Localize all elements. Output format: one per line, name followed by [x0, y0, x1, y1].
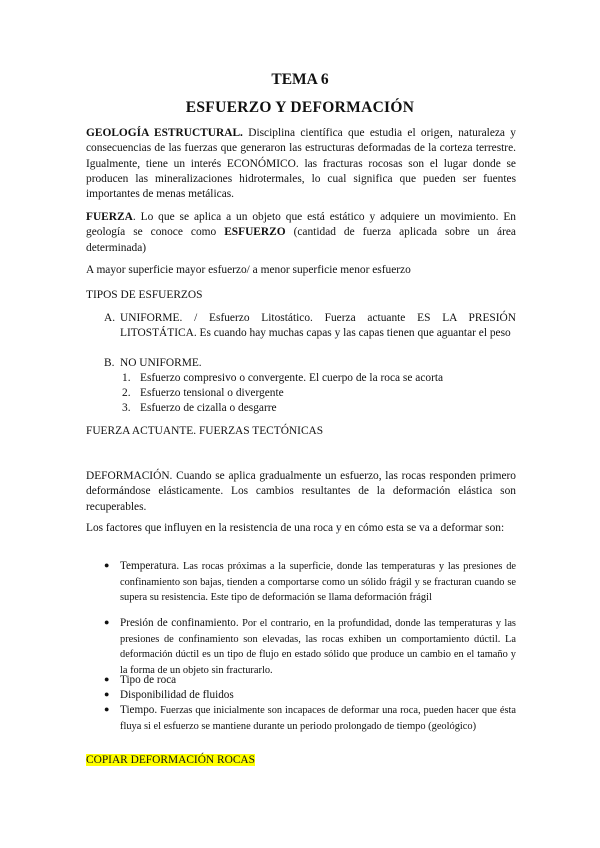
sub-list-item: [122, 401, 502, 417]
factores-intro: Los factores que influyen en la resistencia de una roca y en cómo esta se va a deformar son:: [86, 522, 505, 534]
factor-text: Por el contrario, en la profundidad, donde las temperaturas y las presiones de confinamiento son elevadas, las rocas exhiben un comportamiento dúctil. La deformación dúctil es un tipo de flujo en estado sólido que produce un cambio en el tamaño y la forma de un objeto sin fracturarlo.: [120, 618, 516, 676]
sub-list-item: [122, 386, 502, 402]
tipos-heading: TIPOS DE ESFUERZOS: [86, 289, 203, 301]
fuerza-text-2: (cantidad de fuerza aplicada sobre un área determinada): [86, 226, 516, 254]
list-item-text: [120, 559, 516, 606]
list-item: [104, 311, 516, 357]
bullet-icon: ●: [104, 674, 110, 684]
list-item-text: [120, 616, 516, 678]
page-subtitle: ESFUERZO Y DEFORMACIÓN: [185, 99, 415, 116]
list-item-text: UNIFORME. / Esfuerzo Litostático. Fuerza actuante ES LA PRESIÓN LITOSTÁTICA. Es cuando hay muchas capas y las capas tienen que aguantar el peso: [120, 312, 516, 339]
factor-lead: Tiempo.: [120, 704, 158, 716]
sub-list-marker: 1.: [122, 372, 131, 384]
esfuerzo-term: ESFUERZO: [224, 226, 286, 239]
list-item: [104, 703, 516, 749]
geologia-text: Disciplina científica que estudia el origen, naturaleza y consecuencias de las fuerzas que generaron las estructuras deformadas de la corteza terrestre. Igualmente, tiene un interés ECONÓMICO. las fracturas rocosas son el lugar donde se producen las mineralizaciones hidrotermales, lo cual significa que pueden ser fuentes importantes de menas metálicas.: [86, 127, 516, 201]
geologia-paragraph: [86, 126, 516, 202]
list-marker: A.: [104, 312, 116, 324]
copiar-note: [86, 753, 255, 768]
fuerza-actuante-line: FUERZA ACTUANTE. FUERZAS TECTÓNICAS: [86, 425, 324, 437]
factor-text: Las rocas próximas a la superficie, donde las temperaturas y las presiones de confinamiento son bajas, tienden a comportarse como un sólido frágil y se fracturan cuando se supera su resistencia. Este tipo de deformación se llama deformación frágil: [120, 561, 516, 604]
sub-list-text: Esfuerzo compresivo o convergente. El cuerpo de la roca se acorta: [140, 372, 444, 384]
list-item: [104, 616, 516, 676]
geologia-term: GEOLOGÍA ESTRUCTURAL.: [86, 127, 243, 139]
sub-list-text: Esfuerzo tensional o divergente: [140, 387, 284, 399]
factor-lead: Presión de confinamiento.: [120, 617, 239, 629]
fuerza-text-1: . Lo que se aplica a un objeto que está estático y adquiere un movimiento. En geología se conoce como: [86, 211, 516, 239]
sub-list-item: [122, 371, 502, 387]
mayor-superficie-line: A mayor superficie mayor esfuerzo/ a menor superficie menor esfuerzo: [86, 264, 411, 276]
list-item: [104, 356, 516, 372]
list-item-text: Tipo de roca: [120, 674, 177, 686]
bullet-icon: ●: [104, 689, 110, 699]
page-title: TEMA 6: [271, 71, 329, 88]
sub-list-marker: 2.: [122, 387, 131, 399]
list-item: [104, 688, 516, 704]
sub-list-marker: 3.: [122, 402, 131, 414]
fuerza-paragraph: [86, 210, 516, 256]
list-item-text: [120, 703, 516, 734]
list-item-text: NO UNIFORME.: [120, 357, 202, 369]
list-item: [104, 559, 516, 615]
bullet-icon: ●: [104, 617, 110, 627]
list-item: [104, 673, 516, 689]
factor-lead: Temperatura.: [120, 560, 180, 572]
bullet-icon: ●: [104, 704, 110, 714]
highlighted-text: COPIAR DEFORMACIÓN ROCAS: [86, 754, 255, 766]
bullet-icon: ●: [104, 560, 110, 570]
factor-text: Fuerzas que inicialmente son incapaces de deformar una roca, pueden hacer que ésta fluya si el esfuerzo se mantiene durante un periodo prolongado de tiempo (geológico): [120, 705, 516, 732]
deformacion-paragraph: DEFORMACIÓN. Cuando se aplica gradualmente un esfuerzo, las rocas responden primero deformándose elásticamente. Los cambios resultantes de la deformación elástica son recuperables.: [86, 470, 516, 513]
fuerza-term: FUERZA: [86, 211, 133, 223]
list-marker: B.: [104, 357, 115, 369]
list-item-text: Disponibilidad de fluidos: [120, 689, 234, 701]
sub-list-text: Esfuerzo de cizalla o desgarre: [140, 402, 277, 414]
